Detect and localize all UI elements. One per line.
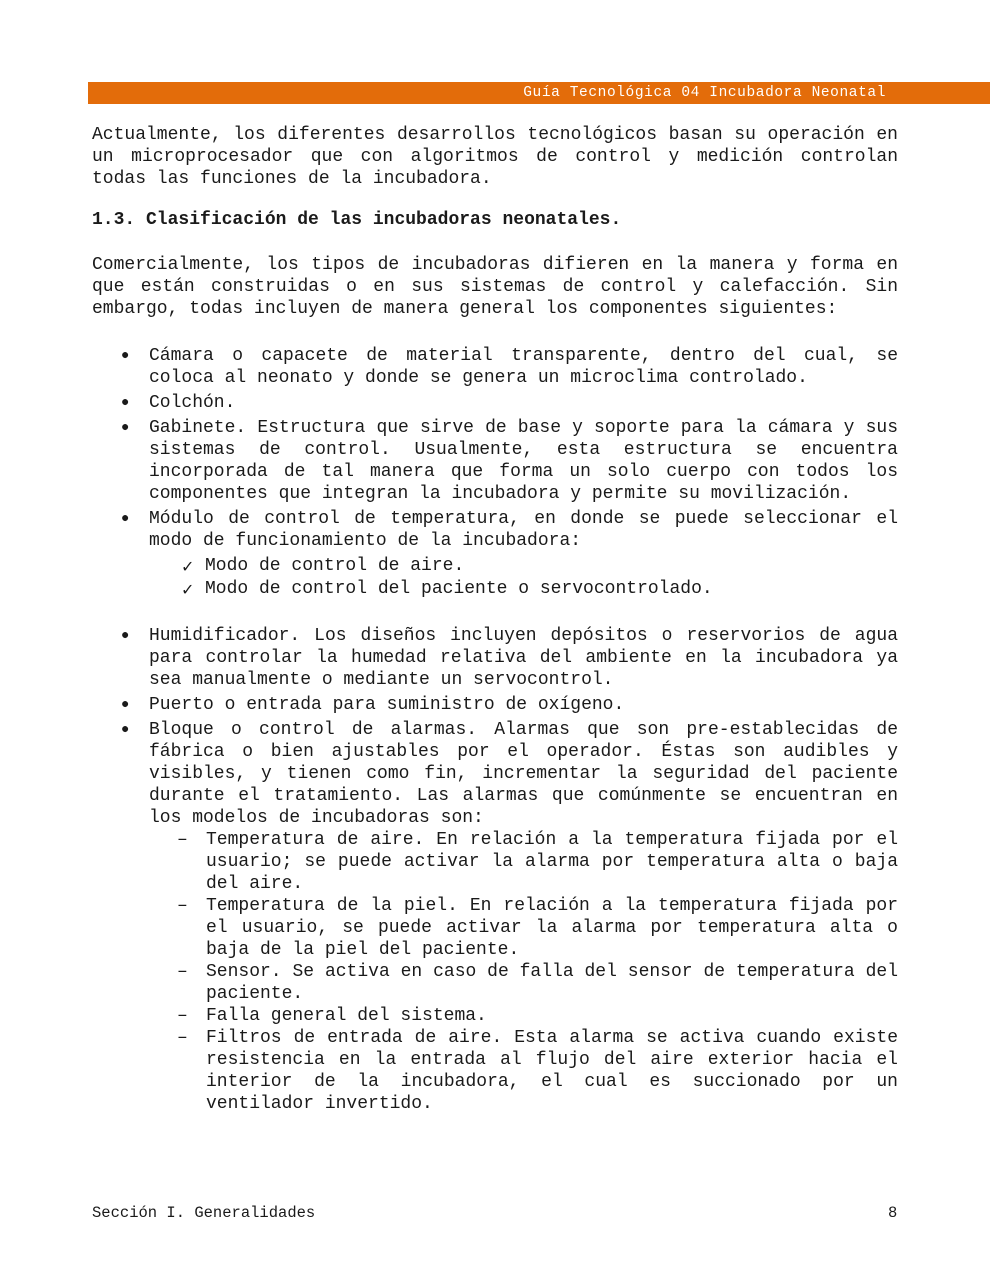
list-item: ✓ Modo de control del paciente o servocontrolado.	[181, 579, 713, 599]
dash-icon: –	[177, 830, 188, 850]
dash-icon: –	[177, 1028, 188, 1048]
components-list-continued	[92, 625, 898, 1115]
footer-section: Sección I. Generalidades	[92, 1204, 316, 1222]
dash-icon: –	[177, 1006, 188, 1026]
bullet-icon: ●	[121, 722, 130, 738]
document-body	[92, 124, 898, 1118]
list-item: – Filtros de entrada de aire. Esta alarma se activa cuando existe resistencia en la entrada al flujo del aire exterior hacia el interior de la incubadora, el cual es succionado por un ventilador invertido.	[177, 1028, 898, 1114]
list-item: – Falla general del sistema.	[177, 1006, 487, 1026]
list-item: ● Módulo de control de temperatura, en donde se puede seleccionar el modo de funcionamiento de la incubadora:	[121, 509, 898, 551]
control-modes-list	[92, 555, 898, 601]
list-item: ● Cámara o capacete de material transparente, dentro del cual, se coloca al neonato y donde se genera un microclima controlado.	[121, 346, 898, 388]
bullet-icon: ●	[121, 395, 130, 411]
bullet-icon: ●	[121, 348, 130, 364]
list-item: ● Puerto o entrada para suministro de oxígeno.	[121, 695, 625, 715]
checkmark-icon: ✓	[181, 557, 195, 576]
list-item: – Temperatura de la piel. En relación a la temperatura fijada por el usuario, se puede activar la alarma por temperatura alta o baja de la piel del paciente.	[177, 896, 898, 960]
checkmark-icon: ✓	[181, 580, 195, 599]
components-list	[92, 345, 898, 552]
section-heading: 1.3. Clasificación de las incubadoras neonatales.	[92, 210, 622, 230]
bullet-icon: ●	[121, 511, 130, 527]
intro-paragraph: Actualmente, los diferentes desarrollos tecnológicos basan su operación en un microprocesador que con algoritmos de control y medición controlan todas las funciones de la incubadora.	[92, 125, 898, 189]
list-item: ● Bloque o control de alarmas. Alarmas que son pre-establecidas de fábrica o bien ajustables por el operador. Éstas son audibles y visibles, y tienen como fin, incrementar la seguridad del paciente durante el tratamiento. Las alarmas que comúnmente se encuentran en los modelos de incubadoras son: – Temperatura de aire. En relación a la temperatura fijada por el usuario; se puede activar la alarma por temperatura alta o baja del aire. – Temperatura de la piel. En relación a la temperatura fijada por el usuario, se puede activar la alarma por temperatura alta o baja de la piel del paciente. – Sensor. Se activa en caso de falla del sensor de temperatura del paciente. – Falla general del sistema. – Filtros de entrada de aire. Esta alarma se activa cuando existe resistencia en la entrada al flujo del aire exterior hacia el interior de la incubadora, el cual es succionado por un ventilador invertido.	[121, 720, 898, 1114]
list-item: ● Colchón.	[121, 393, 236, 413]
list-item: – Sensor. Se activa en caso de falla del sensor de temperatura del paciente.	[177, 962, 898, 1004]
section-paragraph: Comercialmente, los tipos de incubadoras difieren en la manera y forma en que están construidas o en sus sistemas de control y calefacción. Sin embargo, todas incluyen de manera general los componentes siguientes:	[92, 255, 898, 319]
page-number: 8	[888, 1204, 898, 1222]
bullet-icon: ●	[121, 628, 130, 644]
dash-icon: –	[177, 962, 188, 982]
list-item: – Temperatura de aire. En relación a la temperatura fijada por el usuario; se puede activar la alarma por temperatura alta o baja del aire.	[177, 830, 898, 894]
list-item: ● Gabinete. Estructura que sirve de base y soporte para la cámara y sus sistemas de control. Usualmente, esta estructura se encuentra incorporada de tal manera que forma un solo cuerpo con todos los componentes que integran la incubadora y permite su movilización.	[121, 418, 898, 504]
list-item: ✓ Modo de control de aire.	[181, 556, 465, 576]
alarms-list	[149, 829, 898, 1115]
list-item: ● Humidificador. Los diseños incluyen depósitos o reservorios de agua para controlar la humedad relativa del ambiente en la incubadora ya sea manualmente o mediante un servocontrol.	[121, 626, 898, 690]
header-bar	[88, 82, 990, 104]
header-title: Guía Tecnológica 04 Incubadora Neonatal	[523, 85, 886, 101]
bullet-icon: ●	[121, 420, 130, 436]
bullet-icon: ●	[121, 697, 130, 713]
dash-icon: –	[177, 896, 188, 916]
